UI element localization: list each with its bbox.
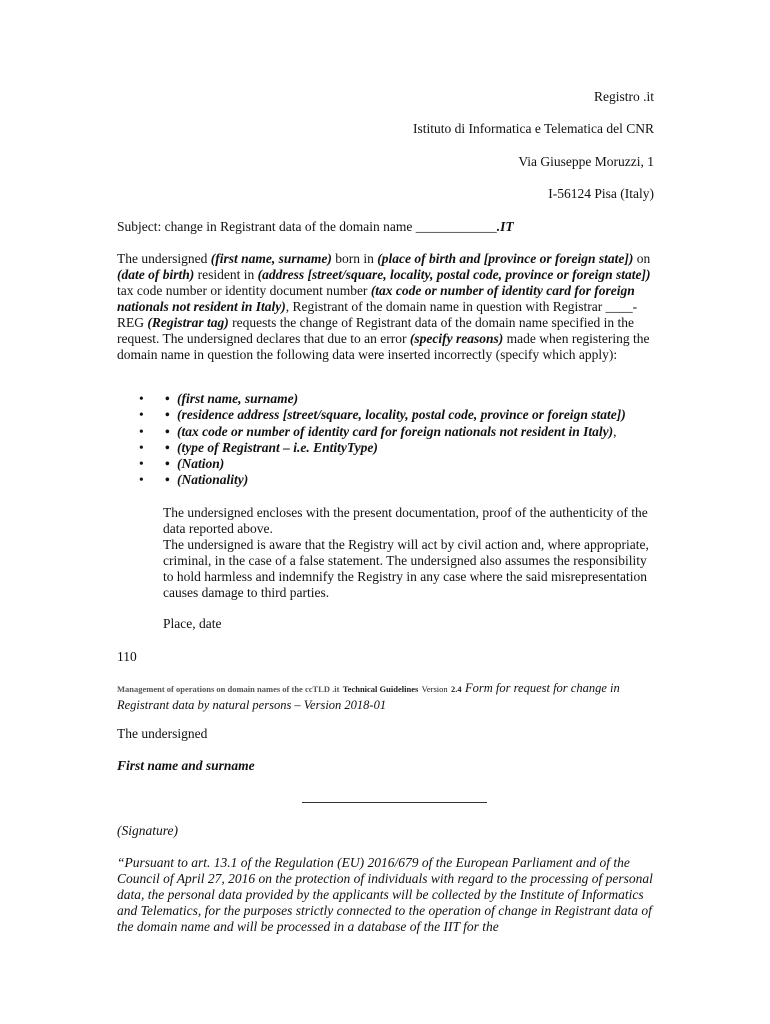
body-text-7: requests the change of Registrant data of the domain name specified in the request. The undersigned declares that due to an error [117,315,635,346]
body-text-5: tax code number or identity document number [117,283,371,298]
privacy-notice: “Pursuant to art. 13.1 of the Regulation (EU) 2016/679 of the European Parliament and of the Council of April 27, 2016 on the protection of individuals with regard to the processing of personal data, the personal data provided by the applicants will be collected by the Institute of Informatics and Telematics, for the purposes strictly connected to the operation of change in Registrant data of the domain name and will be processed in a database of the IIT for the [117,855,653,934]
body-field-reasons: (specify reasons) [409,331,504,346]
body-field-taxcode: (tax code or number of identity card for foreign nationals not resident in Italy) [117,283,635,314]
body-field-birthdate: (date of birth) [117,267,195,282]
body-text-3: on [633,251,651,266]
body-text-8: made when registering the domain name in question the following data were inserted incorrectly (specify which apply): [117,331,650,362]
footer-title: Management of operations on domain names of the ccTLD .it [117,684,340,694]
list-item: • • (first name, surname) [139,391,299,406]
declaration-paragraph [117,251,655,363]
list-item: • • (Nationality) [139,472,249,488]
body-text-6: , Registrant of the domain name in question with Registrar ____-REG [117,299,638,330]
undersigned-label: The undersigned [117,726,208,741]
footer-version-label: Version [421,684,448,694]
body-text-4: resident in [194,267,258,282]
name-label: First name and surname [117,758,255,773]
signature-line [302,802,487,803]
body-text-2: born in [331,251,378,266]
place-date: Place, date [163,616,222,631]
body-field-address: (address [street/square, locality, postal code, province or foreign state]) [257,267,651,282]
signature-label: (Signature) [117,823,178,838]
enclosure-paragraph: The undersigned encloses with the present documentation, proof of the authenticity of the data reported above. [163,505,648,536]
body-field-birthplace: (place of birth and [province or foreign state]) [377,251,634,266]
address-line-4: I-56124 Pisa (Italy) [548,186,654,201]
address-line-1: Registro .it [594,89,654,104]
subject-suffix: .IT [496,219,514,234]
list-item: • • (tax code or number of identity card for foreign nationals not resident in Italy), [139,423,617,439]
subject-line [117,219,655,235]
subject-prefix: Subject: change in Registrant data of the domain name ____________ [117,219,497,234]
footer-guidelines: Technical Guidelines [342,684,419,694]
address-line-3: Via Giuseppe Moruzzi, 1 [518,154,654,169]
list-item: • • (type of Registrant – i.e. EntityType) [139,439,378,455]
incorrect-data-list [117,391,677,489]
page-footer [117,680,655,713]
awareness-paragraph: The undersigned is aware that the Registry will act by civil action and, where appropriate, criminal, in the case of a false statement. The undersigned also assumes the responsibility to hold harmless and indemnify the Registry in any case where the said misrepresentation causes damage to third parties. [163,537,649,600]
body-field-registrar-tag: (Registrar tag) [147,315,229,330]
footer-version-number: 2.4 [451,684,462,694]
body-field-name: (first name, surname) [210,251,332,266]
footer-form-title: Form for request for change in Registrant data by natural persons – Version 2018-01 [117,681,620,712]
list-item: • • (residence address [street/square, locality, postal code, province or foreign state]) [139,407,626,423]
list-item: • • (Nation) [139,456,225,472]
address-line-2: Istituto di Informatica e Telematica del CNR [413,121,654,136]
body-text-1: The undersigned [117,251,208,266]
page-number: 110 [117,649,137,664]
